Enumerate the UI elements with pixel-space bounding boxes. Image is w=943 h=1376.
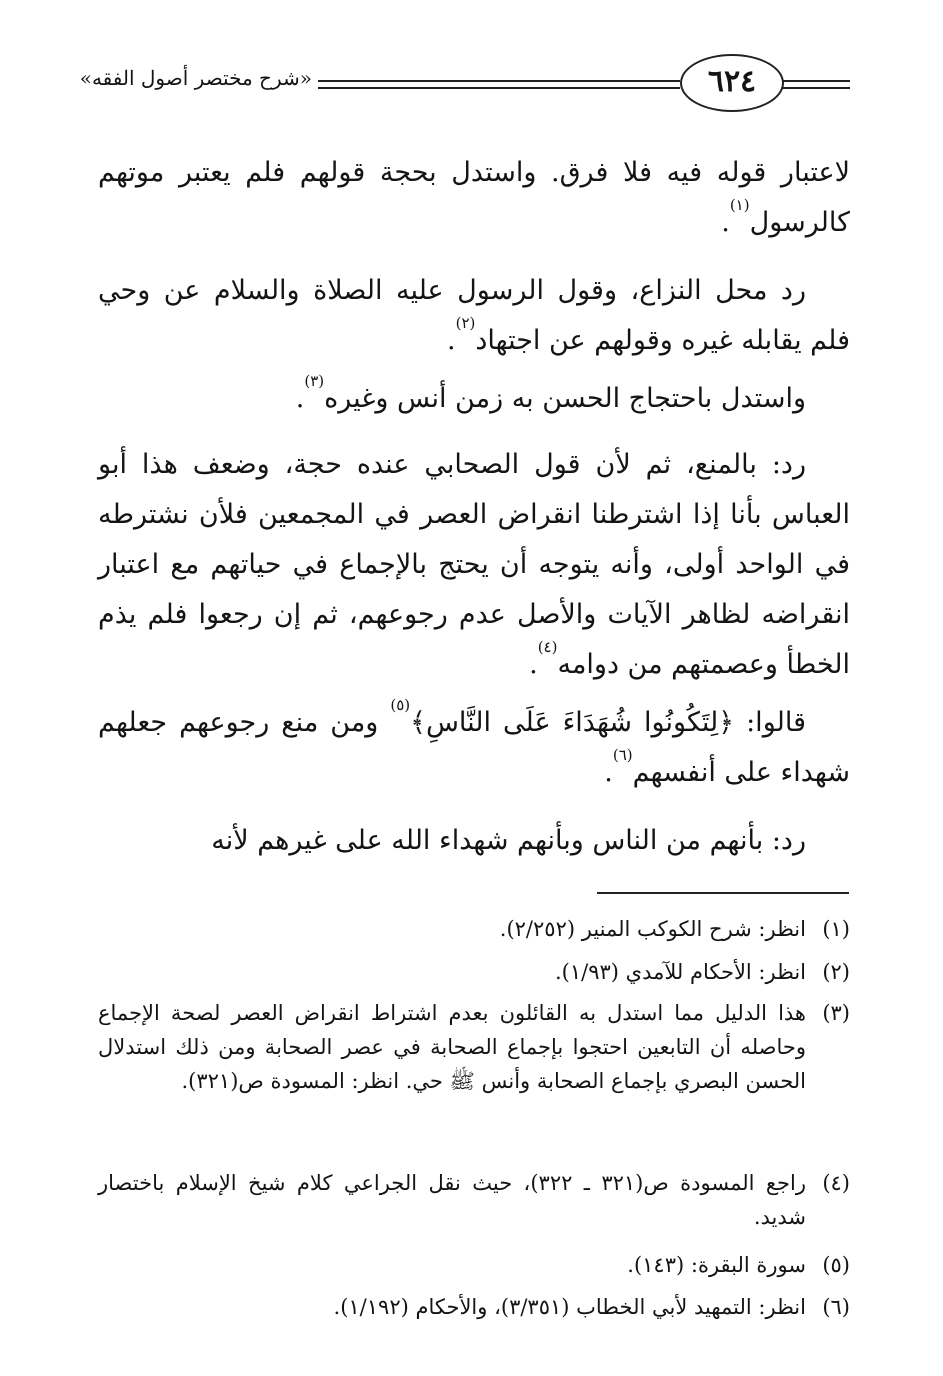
header-rule-right-2 [780, 87, 850, 89]
footnote-text: سورة البقرة: (١٤٣). [627, 1253, 806, 1277]
paragraph-2: رد محل النزاع، وقول الرسول عليه الصلاة والسلام عن وحي فلم يقابله غيره وقولهم عن اجتهاد$^{(٢)}$. [98, 275, 850, 356]
footnote-number: (١) [822, 917, 850, 941]
running-head-title: «شرح مختصر أصول الفقه» [79, 66, 312, 90]
footnote-5 [98, 1248, 850, 1282]
page-number-badge: ٦٢٤ [680, 54, 784, 112]
paragraph-3: واستدل باحتجاج الحسن به زمن أنس وغيره$^{(٣)}$. [295, 372, 806, 414]
paragraph-1: لاعتبار قوله فيه فلا فرق. واستدل بحجة قولهم فلم يعتبر موتهم كالرسول$^{(١)}$. [98, 157, 850, 238]
header-rule-left-2 [318, 87, 680, 89]
footnote-number: (٦) [822, 1295, 850, 1319]
footnote-1 [98, 912, 850, 946]
footnote-text: انظر: شرح الكوكب المنير (٢/٢٥٢). [499, 917, 806, 941]
footnote-ref: (٤) [537, 638, 558, 656]
paragraph-5: قالوا: ﴿لِتَكُونُوا شُهَدَاءَ عَلَى النَّاسِ﴾$^{(٥)}$ ومن منع رجوعهم جعلهم شهداء على أنفسهم$^{(٦)}$. [98, 696, 850, 788]
footnote-ref: (٥) [390, 696, 411, 714]
footnote-6 [98, 1290, 850, 1324]
footnote-text: راجع المسودة ص(٣٢١ ـ ٣٢٢)، حيث نقل الجراعي كلام شيخ الإسلام باختصار شديد. [98, 1171, 806, 1229]
footnote-number: (٤) [822, 1171, 850, 1195]
footnote-text: هذا الدليل مما استدل به القائلون بعدم اشتراط انقراض العصر لصحة الإجماع وحاصله أن التابعين احتجوا بإجماع الصحابة في عصر الصحابة ومن ذلك استدلال الحسن البصري بإجماع الصحابة وأنس ﷺ حي. انظر: المسودة ص(٣٢١). [98, 1001, 806, 1093]
footnote-number: (٣) [822, 1001, 850, 1025]
footnote-text: انظر: التمهيد لأبي الخطاب (٣/٣٥١)، والأحكام (١/١٩٢). [333, 1295, 806, 1319]
footnote-ref: (١) [729, 196, 750, 214]
footnote-separator [597, 892, 849, 894]
footnote-ref: (٢) [455, 314, 476, 332]
footnote-number: (٢) [822, 960, 850, 984]
footnote-ref: (٣) [304, 372, 325, 390]
footnote-number: (٥) [822, 1253, 850, 1277]
header-rule-right [780, 80, 850, 82]
footnote-text: انظر: الأحكام للآمدي (١/٩٣). [554, 960, 806, 984]
paragraph-4: رد: بالمنع، ثم لأن قول الصحابي عنده حجة، وضعف هذا أبو العباس بأنا إذا اشترطنا انقراض العصر في المجمعين فلأن نشترطه في الواحد أولى، وأنه يتوجه أن يحتج بالإجماع في حياتهم مع اعتبار انقراضه لظاهر الآيات والأصل عدم رجوعهم، ثم إن رجعوا فلم يذم الخطأ وعصمتهم من دوامه$^{(٤)}$. [98, 449, 850, 680]
paragraph-6: رد: بأنهم من الناس وبأنهم شهداء الله على غيرهم لأنه [211, 825, 806, 856]
footnote-ref: (٦) [612, 746, 633, 764]
quran-quote: ﴿لِتَكُونُوا شُهَدَاءَ عَلَى النَّاسِ﴾ [410, 707, 735, 738]
header-rule-left [318, 80, 680, 82]
footnote-3 [98, 996, 850, 1098]
footnote-2 [98, 955, 850, 989]
footnote-4 [98, 1166, 850, 1234]
